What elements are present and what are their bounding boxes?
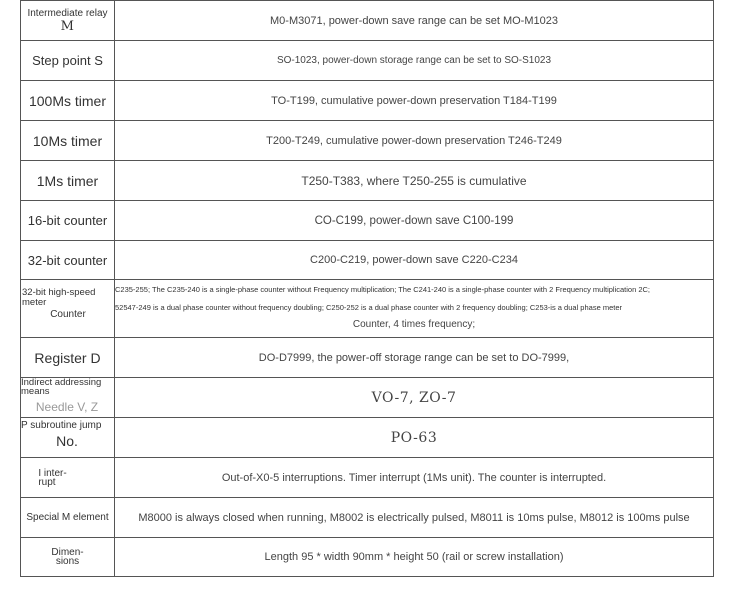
- table-row: [21, 280, 713, 338]
- row-label: 32-bit counter: [21, 241, 115, 279]
- label-top: P subroutine jump: [21, 420, 102, 431]
- table-row: [21, 121, 713, 161]
- label-bottom: Counter: [50, 309, 86, 320]
- row-label: [21, 458, 115, 497]
- row-label: Register D: [21, 338, 115, 377]
- row-value: CO-C199, power-down save C100-199: [314, 214, 514, 227]
- row-label: Step point S: [21, 41, 115, 80]
- table-row: [21, 498, 713, 538]
- row-value: Out-of-X0-5 interruptions. Timer interrupt (1Ms unit). The counter is interrupted.: [221, 471, 607, 484]
- row-value: SO-1023, power-down storage range can be set to SO-S1023: [276, 55, 552, 66]
- row-label: 10Ms timer: [21, 121, 115, 160]
- table-row: [21, 161, 713, 201]
- label-bottom: rupt: [38, 476, 56, 488]
- row-value: T200-T249, cumulative power-down preservation T246-T249: [266, 134, 562, 147]
- row-label: Special M element: [21, 498, 115, 537]
- row-label: 16-bit counter: [21, 201, 115, 240]
- row-value: Length 95 * width 90mm * height 50 (rail or screw installation): [264, 551, 564, 563]
- label-bottom: No.: [56, 433, 78, 449]
- row-label: [21, 1, 115, 40]
- row-label: [21, 538, 115, 576]
- table-row: [21, 538, 713, 576]
- label-top: Intermediate relay: [27, 7, 108, 19]
- table-row: [21, 241, 713, 280]
- row-value: [115, 280, 713, 337]
- label-top: I inter-: [38, 467, 67, 479]
- table-row: [21, 378, 713, 418]
- row-label: [21, 378, 115, 417]
- row-value: VO-7, ZO-7: [371, 389, 457, 406]
- table-row: [21, 338, 713, 378]
- value-line: C235-255; The C235-240 is a single-phase counter without Frequency multiplication; The C241-240 is a single-phase counter with 2 Frequency multiplication 2C;: [115, 285, 651, 294]
- label-bottom: M: [60, 18, 75, 34]
- table-row: [21, 81, 713, 121]
- table-row: [21, 201, 713, 241]
- row-value: PO-63: [390, 429, 438, 446]
- label-bottom: Needle V, Z: [35, 400, 99, 414]
- row-label: 1Ms timer: [21, 161, 115, 200]
- row-label: 100Ms timer: [21, 81, 115, 120]
- row-value: C200-C219, power-down save C220-C234: [310, 254, 518, 266]
- label-top: 32-bit high-speed meter: [22, 287, 96, 308]
- row-value: M0-M3071, power-down save range can be set MO-M1023: [270, 14, 558, 27]
- value-line: 52547-249 is a dual phase counter without frequency doubling; C250-252 is a dual phase counter with 2 frequency doubling; C253-is a dual phase meter: [115, 303, 623, 312]
- spec-table: [20, 0, 714, 577]
- table-row: [21, 418, 713, 458]
- row-value: TO-T199, cumulative power-down preservation T184-T199: [271, 94, 557, 107]
- label-bottom: sions: [55, 556, 80, 567]
- table-row: [21, 458, 713, 498]
- label-top: Indirect addressing means: [21, 377, 102, 397]
- label-top: Dimen-: [51, 547, 84, 558]
- table-row: [21, 41, 713, 81]
- row-value: M8000 is always closed when running, M8002 is electrically pulsed, M8011 is 10ms pulse, M8012 is 100ms pulse: [138, 511, 690, 524]
- row-label: [21, 280, 115, 337]
- table-row: [21, 1, 713, 41]
- value-line: Counter, 4 times frequency;: [352, 319, 476, 330]
- row-value: T250-T383, where T250-255 is cumulative: [301, 173, 527, 188]
- row-label: [21, 418, 115, 457]
- row-value: DO-D7999, the power-off storage range can be set to DO-7999,: [258, 351, 570, 364]
